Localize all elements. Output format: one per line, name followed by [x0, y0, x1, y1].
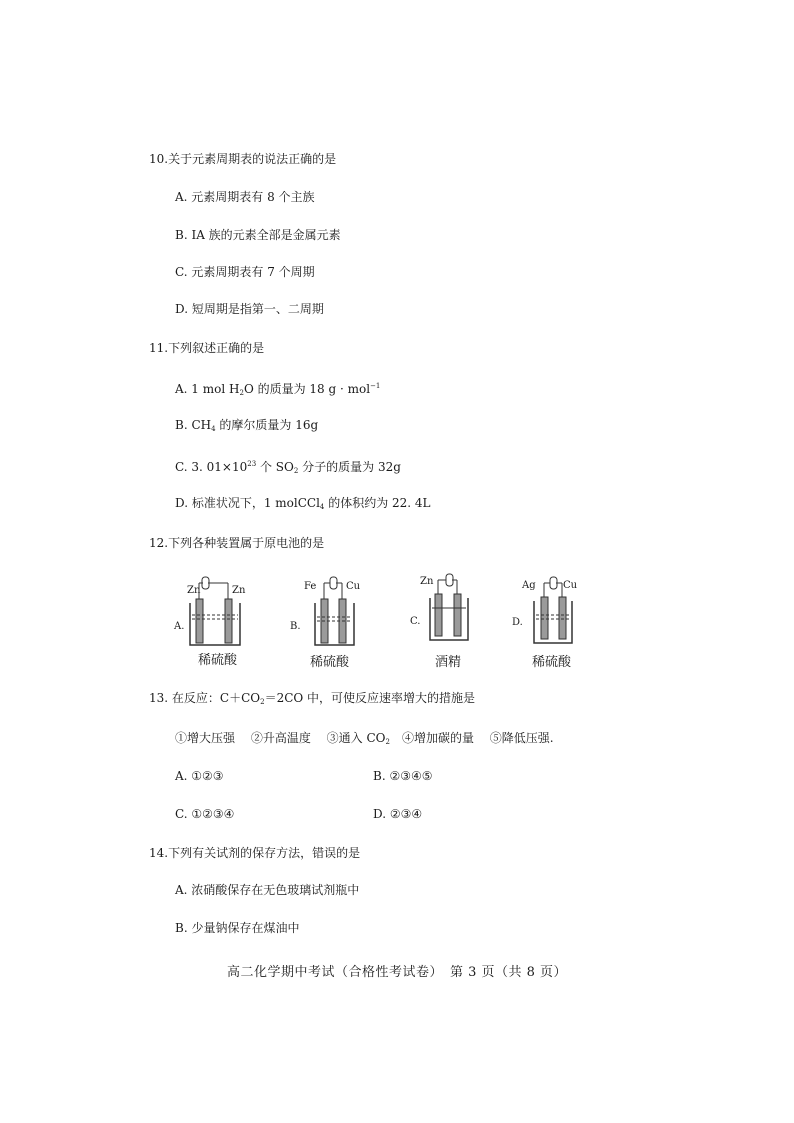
apparatus-d-right-electrode: Cu: [563, 580, 578, 591]
apparatus-c-drawing: [408, 572, 508, 646]
apparatus-a-right-electrode: Zn: [232, 585, 246, 596]
q13-option-d: D. ②③④: [373, 807, 423, 821]
question-12-stem: 12.下列各种装置属于原电池的是: [149, 536, 325, 550]
q11-option-b: B. $CH_4$ 的摩尔质量为 16g: [175, 418, 319, 433]
q11-option-c: C. 3. $01\times 10^{23}$ 个 $SO_2$ 分子的质量为 32g: [175, 460, 401, 475]
apparatus-c-left-electrode: Zn: [420, 576, 434, 587]
apparatus-d-label: D.: [512, 617, 523, 628]
q13-measures: ①增大压强 ②升高温度 ③通入 $CO_2$ ④增加碳的量 ⑤降低压强.: [175, 731, 554, 746]
apparatus-b-right-electrode: Cu: [346, 581, 361, 592]
q10-option-b: B. ⅠA 族的元素全部是金属元素: [175, 228, 341, 242]
question-11-stem: 11.下列叙述正确的是: [149, 341, 265, 355]
apparatus-d: [510, 575, 610, 670]
q10-option-d: D. 短周期是指第一、二周期: [175, 302, 324, 316]
q13-option-a: A. ①②③: [175, 769, 224, 783]
apparatus-a: [172, 575, 277, 670]
apparatus-d-drawing: [510, 575, 610, 647]
apparatus-b-left-electrode: Fe: [304, 581, 317, 592]
apparatus-b: [288, 575, 388, 670]
apparatus-d-left-electrode: Ag: [522, 580, 536, 591]
apparatus-c-label: C.: [410, 616, 421, 627]
q13-option-b: B. ②③④⑤: [373, 769, 433, 783]
q10-option-a: A. 元素周期表有 8 个主族: [175, 190, 315, 204]
apparatus-a-caption: 稀硫酸: [198, 653, 238, 668]
q11-option-a: A. 1 mol $H_2O$ 的质量为 18 g · mol$^{-1}$: [175, 382, 381, 397]
apparatus-c-caption: 酒精: [435, 655, 462, 670]
q10-option-c: C. 元素周期表有 7 个周期: [175, 265, 315, 279]
page-footer: 高二化学期中考试（合格性考试卷） 第 3 页（共 8 页）: [226, 965, 568, 980]
apparatus-a-label: A.: [174, 621, 185, 632]
q11-option-d: D. 标准状况下，1 molCCl$_4$ 的体积约为 22. 4L: [175, 496, 431, 511]
apparatus-b-caption: 稀硫酸: [310, 655, 350, 670]
apparatus-b-label: B.: [290, 621, 301, 632]
question-13-stem: 13. 在反应：$C+CO_2=2CO$ 中，可使反应速率增大的措施是: [149, 691, 476, 706]
apparatus-b-drawing: [288, 575, 388, 647]
question-10-stem: 10.关于元素周期表的说法正确的是: [149, 152, 337, 166]
q14-option-b: B. 少量钠保存在煤油中: [175, 921, 300, 935]
q14-option-a: A. 浓硝酸保存在无色玻璃试剂瓶中: [175, 883, 360, 897]
apparatus-a-left-electrode: Zn: [187, 585, 201, 596]
apparatus-d-caption: 稀硫酸: [532, 655, 572, 670]
apparatus-a-drawing: [172, 575, 277, 647]
q13-option-c: C. ①②③④: [175, 807, 235, 821]
apparatus-c: [408, 572, 508, 670]
question-14-stem: 14.下列有关试剂的保存方法，错误的是: [149, 846, 361, 860]
